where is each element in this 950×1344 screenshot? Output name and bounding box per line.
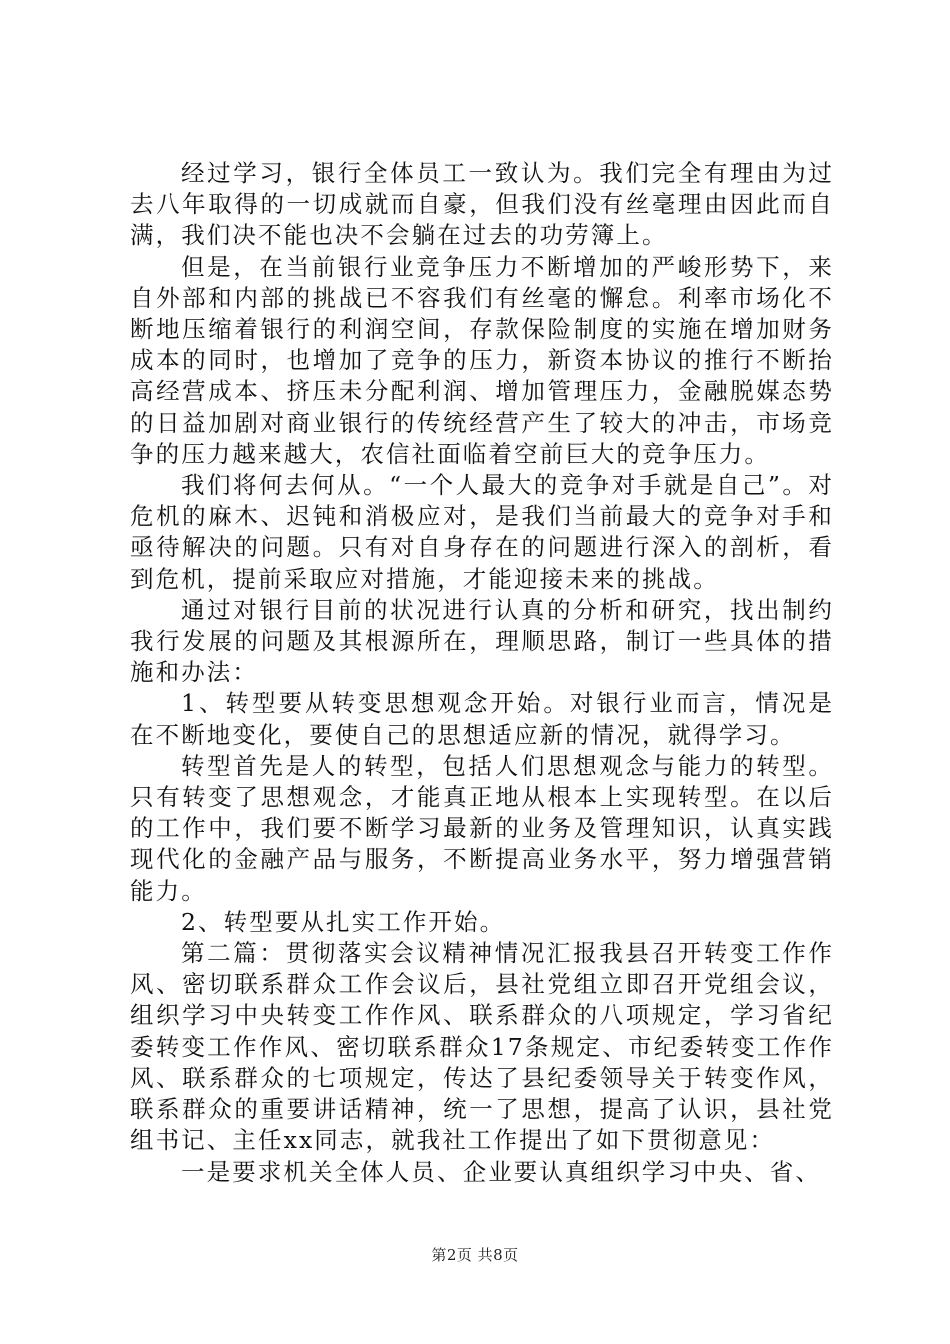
paragraph-4: 通过对银行目前的状况进行认真的分析和研究，找出制约我行发展的问题及其根源所在，理顺思路，制订一些具体的措施和办法： (130, 595, 834, 687)
paragraph-6: 转型首先是人的转型，包括人们思想观念与能力的转型。只有转变了思想观念，才能真正地从根本上实现转型。在以后的工作中，我们要不断学习最新的业务及管理知识，认真实践现代化的金融产品与服务，不断提高业务水平，努力增强营销能力。 (130, 751, 834, 905)
paragraph-5: 1、转型要从转变思想观念开始。对银行业而言，情况是在不断地变化，要使自己的思想适应新的情况，就得学习。 (130, 689, 834, 749)
paragraph-1: 经过学习，银行全体员工一致认为。我们完全有理由为过去八年取得的一切成就而自豪，但我们没有丝毫理由因此而自满，我们决不能也决不会躺在过去的功劳簿上。 (130, 159, 834, 250)
paragraph-2: 但是，在当前银行业竞争压力不断增加的严峻形势下，来自外部和内部的挑战已不容我们有丝毫的懈怠。利率市场化不断地压缩着银行的利润空间，存款保险制度的实施在增加财务成本的同时，也增加了竞争的压力，新资本协议的推行不断抬高经营成本、挤压未分配利润、增加管理压力，金融脱媒态势的日益加剧对商业银行的传统经营产生了较大的冲击，市场竞争的压力越来越大，农信社面临着空前巨大的竞争压力。 (130, 252, 834, 468)
paragraph-3: 我们将何去何从。“一个人最大的竞争对手就是自己”。对危机的麻木、迟钝和消极应对，是我们当前最大的竞争对手和亟待解决的问题。只有对自身存在的问题进行深入的剖析，看到危机，提前采取应对措施，才能迎接未来的挑战。 (130, 471, 834, 593)
document-body (130, 158, 834, 1188)
page-number-footer: 第2页 共8页 (431, 1246, 519, 1264)
paragraph-7: 2、转型要从扎实工作开始。 (181, 907, 506, 936)
paragraph-8: 第二篇：贯彻落实会议精神情况汇报我县召开转变工作作风、密切联系群众工作会议后，县社党组立即召开党组会议，组织学习中央转变工作作风、联系群众的八项规定，学习省纪委转变工作作风、密切联系群众17条规定、市纪委转变工作作风、联系群众的七项规定，传达了县纪委领导关于转变作风，联系群众的重要讲话精神，统一了思想，提高了认识，县社党组书记、主任xx同志，就我社工作提出了如下贯彻意见： (130, 939, 834, 1155)
paragraph-9: 一是要求机关全体人员、企业要认真组织学习中央、省、 (181, 1157, 821, 1186)
